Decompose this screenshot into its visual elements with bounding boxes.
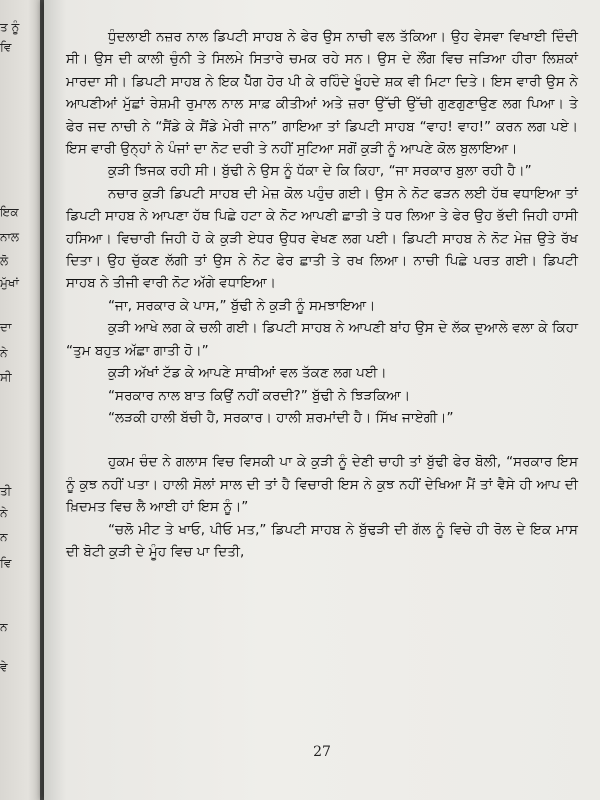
paragraph: ਨਚਾਰ ਕੁੜੀ ਡਿਪਟੀ ਸਾਹਬ ਦੀ ਮੇਜ਼ ਕੋਲ ਪਹੁੰਚ ਗਈ। ਉਸ ਨੇ ਨੋਟ ਫੜਨ ਲਈ ਹੱਥ ਵਧਾਇਆ ਤਾਂ ਡਿਪਟੀ ਸਾਹਬ ਨੇ ਆਪਣਾ ਹੱਥ ਪਿਛੇ ਹਟਾ ਕੇ ਨੋਟ ਆਪਣੀ ਛਾਤੀ ਤੇ ਧਰ ਲਿਆ ਤੇ ਫੇਰ ਉਹ ਭੱਦੀ ਜਿਹੀ ਹਾਸੀ ਹਸਿਆ। ਵਿਚਾਰੀ ਜਿਹੀ ਹੋ ਕੇ ਕੁੜੀ ਏਧਰ ਉਧਰ ਵੇਖਣ ਲਗ ਪਈ। ਡਿਪਟੀ ਸਾਹਬ ਨੇ ਨੋਟ ਮੇਜ਼ ਉਤੇ ਰੱਖ ਦਿਤਾ। ਉਹ ਚੁੱਕਣ ਲੱਗੀ ਤਾਂ ਉਸ ਨੇ ਨੋਟ ਫੇਰ ਛਾਤੀ ਤੇ ਰਖ ਲਿਆ। ਨਾਚੀ ਪਿਛੇ ਪਰਤ ਗਈ। ਡਿਪਟੀ ਸਾਹਬ ਨੇ ਤੀਜੀ ਵਾਰੀ ਨੋਟ ਅੱਗੇ ਵਧਾਇਆ। (66, 185, 578, 292)
paragraph: “ਲੜਕੀ ਹਾਲੀ ਬੱਚੀ ਹੈ, ਸਰਕਾਰ। ਹਾਲੀ ਸ਼ਰਮਾਂਦੀ ਹੈ। ਸਿੱਖ ਜਾਏਗੀ।” (108, 409, 454, 426)
adjacent-text-fragment: ਤੀ (0, 484, 12, 498)
adjacent-text-fragment: ਨ (0, 620, 8, 634)
adjacent-text-fragment: ਦਾ (0, 320, 12, 334)
paragraph: “ਚਲੋ ਮੀਟ ਤੇ ਖਾਓ, ਪੀਓ ਮਤ,” ਡਿਪਟੀ ਸਾਹਬ ਨੇ ਬੁੱਢੜੀ ਦੀ ਗੱਲ ਨੂੰ ਵਿਚੇ ਹੀ ਰੋਲ ਦੇ ਇਕ ਮਾਸ ਦੀ ਬੋਟੀ ਕੁੜੀ ਦੇ ਮੂੰਹ ਵਿਚ ਪਾ ਦਿਤੀ, (66, 521, 578, 560)
adjacent-text-fragment: ਸੀ (0, 370, 12, 384)
adjacent-text-fragment: ਨ (0, 530, 8, 544)
adjacent-text-fragment: ਮੁੱਖਾਂ (0, 276, 19, 290)
paragraph: ਕੁੜੀ ਅੱਖਾਂ ਟੱਡ ਕੇ ਆਪਣੇ ਸਾਥੀਆਂ ਵਲ ਤੱਕਣ ਲਗ ਪਈ। (108, 365, 387, 382)
paragraph: “ਸਰਕਾਰ ਨਾਲ ਬਾਤ ਕਿਉਂ ਨਹੀਂ ਕਰਦੀ?” ਬੁੱਢੀ ਨੇ ਝਿੜਕਿਆ। (108, 387, 411, 404)
adjacent-text-fragment: ਇਕ (0, 205, 19, 219)
page-number: 27 (313, 744, 331, 760)
book-page (44, 0, 600, 800)
adjacent-text-fragment: ਨੇ (0, 506, 8, 520)
adjacent-text-fragment: ਵਿ (0, 556, 12, 570)
paragraph: ਕੁੜੀ ਆਖੇ ਲਗ ਕੇ ਚਲੀ ਗਈ। ਡਿਪਟੀ ਸਾਹਬ ਨੇ ਆਪਣੀ ਬਾਂਹ ਉਸ ਦੇ ਲੱਕ ਦੁਆਲੇ ਵਲਾ ਕੇ ਕਿਹਾ “ਤੁਮ ਬਹੁਤ ਅੱਛਾ ਗਾਤੀ ਹੋ।” (66, 320, 578, 359)
adjacent-text-fragment: ਤ ਨੂੰ (0, 20, 20, 34)
adjacent-page-edge (0, 0, 40, 800)
adjacent-text-fragment: ਨੇ (0, 346, 8, 360)
adjacent-text-fragment: ਵਿ (0, 40, 12, 54)
paragraph: ਕੁੜੀ ਝਿਜਕ ਰਹੀ ਸੀ। ਬੁੱਢੀ ਨੇ ਉਸ ਨੂੰ ਧੱਕਾ ਦੇ ਕਿ ਕਿਹਾ, “ਜਾ ਸਰਕਾਰ ਬੁਲਾ ਰਹੀ ਹੈ।” (108, 163, 532, 180)
adjacent-text-fragment: ਲੋ (0, 254, 9, 268)
paragraph: ਹੁਕਮ ਚੰਦ ਨੇ ਗਲਾਸ ਵਿਚ ਵਿਸਕੀ ਪਾ ਕੇ ਕੁੜੀ ਨੂੰ ਦੇਣੀ ਚਾਹੀ ਤਾਂ ਬੁੱਢੀ ਫੇਰ ਬੋਲੀ, “ਸਰਕਾਰ ਇਸ ਨੂੰ ਕੁਝ ਨਹੀਂ ਪਤਾ। ਹਾਲੀ ਸੋਲਾਂ ਸਾਲ ਦੀ ਤਾਂ ਹੈ ਵਿਚਾਰੀ ਇਸ ਨੇ ਕੁਝ ਨਹੀਂ ਦੇਖਿਆ ਮੈਂ ਤਾਂ ਵੈਸੇ ਹੀ ਆਪ ਦੀ ਖ਼ਿਦਮਤ ਵਿਚ ਲੈ ਆਈ ਹਾਂ ਇਸ ਨੂੰ।” (66, 454, 578, 516)
paragraph: ਧੁੰਦਲਾਈ ਨਜ਼ਰ ਨਾਲ ਡਿਪਟੀ ਸਾਹਬ ਨੇ ਫੇਰ ਉਸ ਨਾਚੀ ਵਲ ਤੱਕਿਆ। ਉਹ ਵੇਸਵਾ ਵਿਖਾਈ ਦਿੰਦੀ ਸੀ। ਉਸ ਦੀ ਕਾਲੀ ਚੁੰਨੀ ਤੇ ਸਿਲਮੇ ਸਿਤਾਰੇ ਚਮਕ ਰਹੇ ਸਨ। ਉਸ ਦੇ ਲੌਂਗ ਵਿਚ ਜੜਿਆ ਹੀਰਾ ਲਿਸ਼ਕਾਂ ਮਾਰਦਾ ਸੀ। ਡਿਪਟੀ ਸਾਹਬ ਨੇ ਇਕ ਪੈੱਗ ਹੋਰ ਪੀ ਕੇ ਰਹਿੰਦੇ ਖੂੰਹਦੇ ਸ਼ਕ ਵੀ ਮਿਟਾ ਦਿਤੇ। ਇਸ ਵਾਰੀ ਉਸ ਨੇ ਆਪਣੀਆਂ ਮੁੱਛਾਂ ਰੇਸ਼ਮੀ ਰੁਮਾਲ ਨਾਲ ਸਾਫ਼ ਕੀਤੀਆਂ ਅਤੇ ਜ਼ਰਾ ਉੱਚੀ ਉੱਚੀ ਗੁਣਗੁਣਾਉਣ ਲਗ ਪਿਆ। ਤੇ ਫੇਰ ਜਦ ਨਾਚੀ ਨੇ “ਸੈਂਡੇ ਕੇ ਸੈਂਡੇ ਮੇਰੀ ਜਾਨ” ਗਾਇਆ ਤਾਂ ਡਿਪਟੀ ਸਾਹਬ “ਵਾਹ! ਵਾਹ!” ਕਰਨ ਲਗ ਪਏ। ਇਸ ਵਾਰੀ ਉਨ੍ਹਾਂ ਨੇ ਪੰਜਾਂ ਦਾ ਨੋਟ ਦਰੀ ਤੇ ਨਹੀਂ ਸੁਟਿਆ ਸਗੋਂ ਕੁੜੀ ਨੂੰ ਆਪਣੇ ਕੋਲ ਬੁਲਾਇਆ। (66, 29, 578, 158)
body-text (66, 26, 578, 563)
paragraph: “ਜਾ, ਸਰਕਾਰ ਕੇ ਪਾਸ,” ਬੁੱਢੀ ਨੇ ਕੁੜੀ ਨੂੰ ਸਮਝਾਇਆ। (108, 297, 376, 314)
adjacent-text-fragment: ਵੇ (0, 660, 8, 674)
adjacent-text-fragment: ਨਾਲ (0, 230, 20, 244)
